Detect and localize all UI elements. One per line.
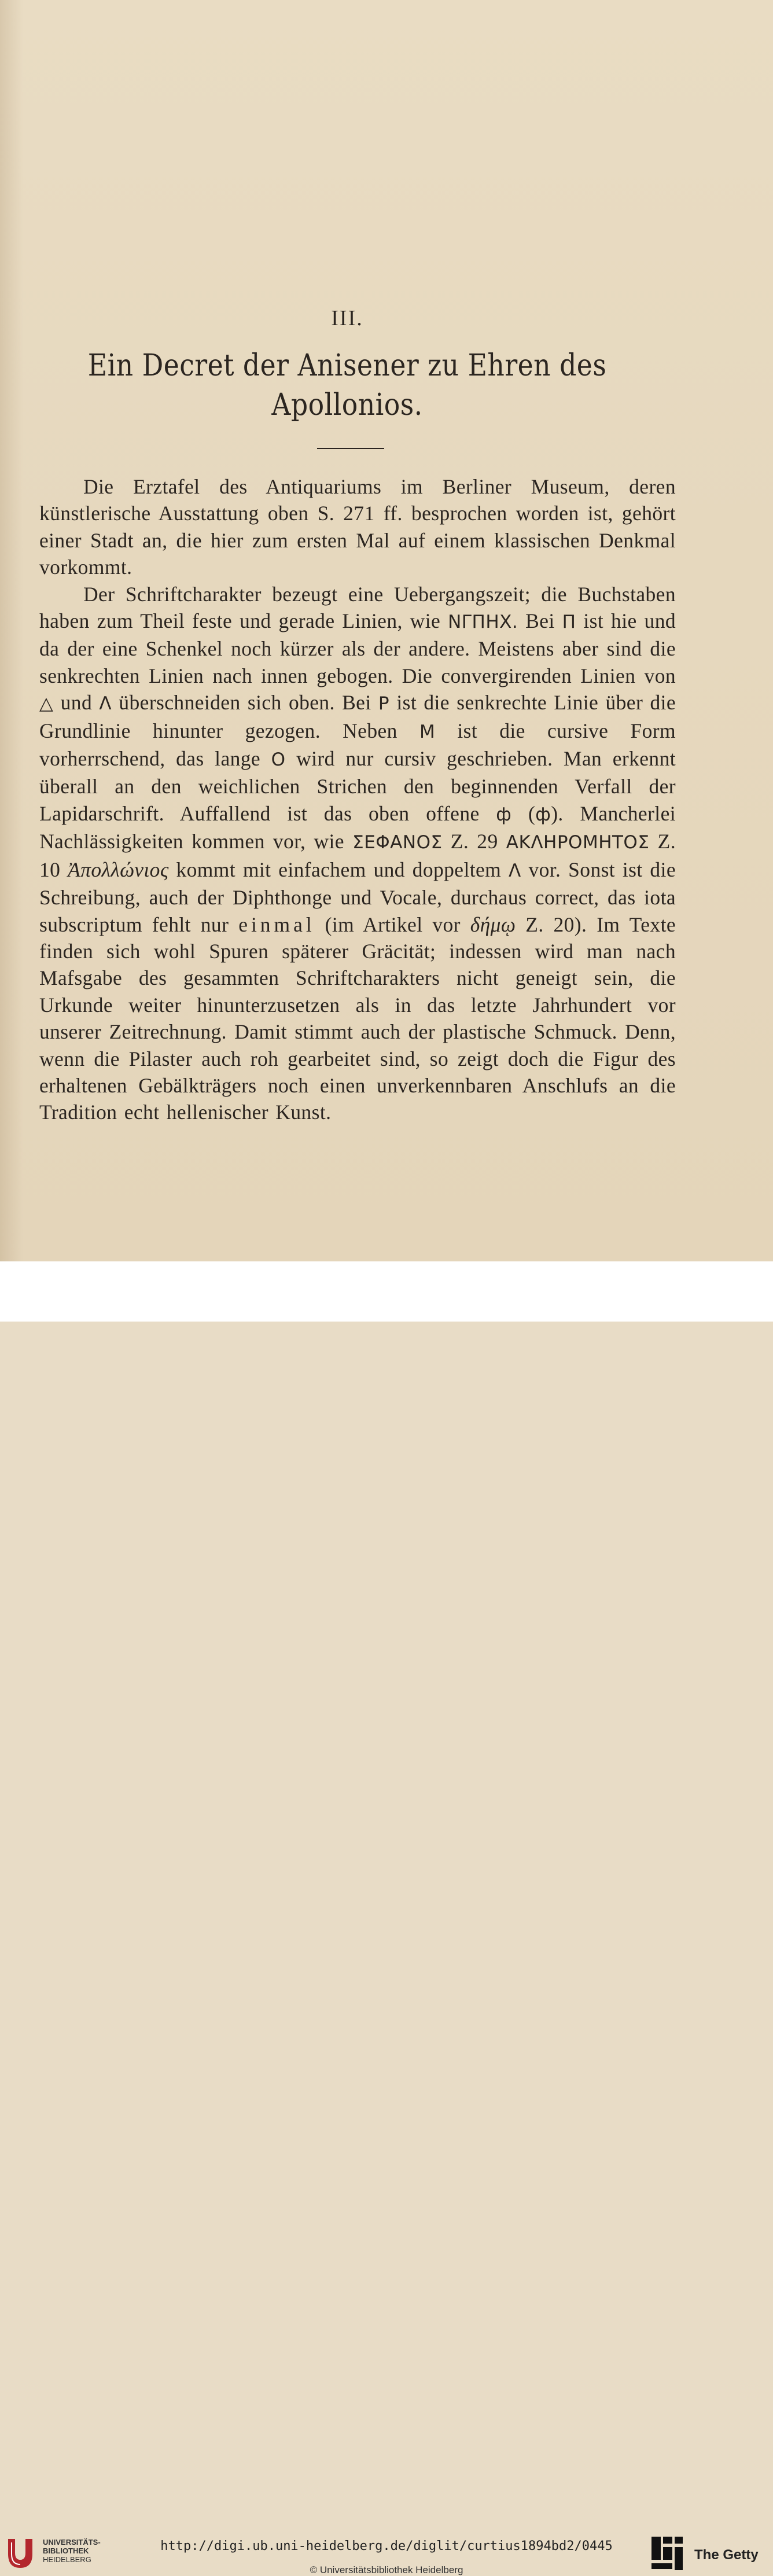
greek-pi: Π bbox=[562, 612, 576, 633]
getty-name: The Getty bbox=[694, 2547, 759, 2563]
library-name: UNIVERSITÄTS- BIBLIOTHEK HEIDELBERG bbox=[43, 2538, 101, 2564]
greek-word-apollonios: Ἀπολλώνιος bbox=[68, 858, 169, 881]
copyright-notice: © Universitätsbibliothek Heidelberg bbox=[310, 2564, 463, 2575]
footer-bar bbox=[0, 1261, 773, 2575]
spaced-word: einmal bbox=[238, 912, 315, 936]
greek-rho: Ρ bbox=[378, 693, 390, 715]
greek-mu: Μ bbox=[419, 721, 436, 742]
body-text bbox=[39, 473, 676, 1126]
greek-lambda-2: Λ bbox=[508, 860, 521, 881]
greek-phi-cursive: ф bbox=[535, 804, 551, 825]
greek-word-demo: δήμῳ bbox=[470, 912, 516, 936]
scanned-page bbox=[0, 0, 773, 1261]
greek-word-1: ΣΕΦΑΝΟΣ bbox=[352, 832, 443, 853]
title-line-2: Apollonios. bbox=[271, 388, 423, 422]
paragraph-1: Die Erztafel des Antiquariums im Berliner Museum, deren künstlerische Ausstattung oben S. 271 ff. besprochen worden ist, gehört einer Stadt an, die hier zum ersten Mal auf einem klassischen Denkmal vorkommt. bbox=[39, 475, 676, 579]
greek-lambda: Λ bbox=[99, 693, 112, 715]
title-divider bbox=[317, 448, 384, 449]
greek-letters: ΝΓΠΗΧ. bbox=[448, 612, 518, 633]
greek-phi: ф bbox=[496, 804, 512, 825]
paragraph-2: Der Schriftcharakter bezeugt eine Uebergangszeit; die Buchstaben haben zum Theil feste und gerade Linien, wie ΝΓΠΗΧ. Bei Π ist hie und da der eine Schenkel noch kürzer als der andere. Meistens aber sind die senkrechten Linien nach innen gebogen. Die convergirenden Linien von △ und Λ überschneiden sich oben. Bei Ρ ist die senkrechte Linie über die Grundlinie hinunter gezogen. Neben Μ ist die cursive Form vorherrschend, das lange Ο wird nur cursiv geschrieben. Man erkennt überall an den weichlichen Strichen den beginnenden Verfall der Lapidarschrift. Auffallend ist das oben offene ф (ф). Mancherlei Nachlässigkeiten kommen vor, wie ΣΕΦΑΝΟΣ Z. 29 ΑΚΛΗΡΟΜΗΤΟΣ Z. 10 Ἀπολλώνιος kommt mit einfachem und doppeltem Λ vor. Sonst ist die Schreibung, auch der Diphthonge und Vocale, durchaus correct, das iota subscriptum fehlt nur einmal (im Artikel vor δήμῳ Z. 20). Im Texte finden sich wohl Spuren späterer Gräcität; indessen wird man nach Mafsgabe des gesammten Schriftcharakters nicht geneigt sein, die Urkunde weiter hinunterzusetzen als in das letzte Jahrhundert vor unserer Zeitrechnung. Damit stimmt auch der plastische Schmuck. Denn, wenn die Pilaster auch roh gearbeitet sind, so zeigt doch die Figur des erhaltenen Gebälkträgers noch einen unverkennbaren Anschlufs an die Tradition echt hellenischer Kunst. bbox=[39, 582, 676, 1124]
getty-logo-icon bbox=[650, 2535, 684, 2570]
title-line-1: Ein Decret der Anisener zu Ehren des bbox=[87, 348, 607, 383]
chapter-number: III. bbox=[331, 306, 363, 330]
greek-word-2: ΑΚΛΗΡΟΜΗΤΟΣ bbox=[506, 832, 650, 853]
page-title bbox=[82, 346, 612, 425]
greek-delta: △ bbox=[39, 693, 54, 715]
source-url[interactable]: http://digi.ub.uni-heidelberg.de/diglit/curtius1894bd2/0445 bbox=[160, 2539, 613, 2553]
greek-omega: Ο bbox=[271, 749, 286, 771]
